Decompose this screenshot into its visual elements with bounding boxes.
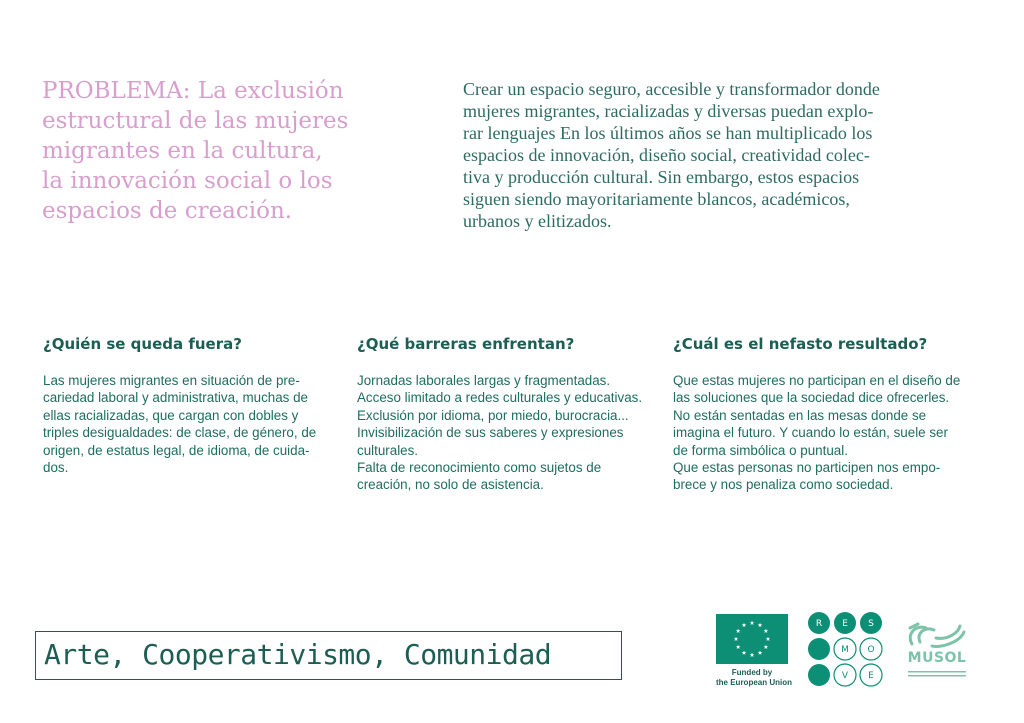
eu-star [742, 650, 747, 654]
column-line: creación, no solo de asistencia. [357, 477, 544, 493]
column-line: Las mujeres migrantes en situación de pre- [43, 373, 300, 388]
column-line: de forma simbólica o puntual. [673, 442, 848, 458]
eu-funding-logo [716, 614, 792, 688]
column-line: No están sentadas en las mesas donde se [673, 407, 927, 423]
headline-line: PROBLEMA: La exclusión [42, 78, 344, 104]
eu-star [736, 645, 741, 649]
column-line: Jornadas laborales largas y fragmentadas. [357, 373, 611, 388]
column-who-is-left-out [43, 334, 343, 476]
resmove-letter: S [868, 619, 874, 629]
headline-line: estructural de las mujeres [42, 108, 349, 134]
eu-star [750, 653, 755, 657]
column-heading: ¿Cuál es el nefasto resultado? [673, 335, 928, 353]
column-line: imagina el futuro. Y cuando lo están, suele ser [673, 425, 948, 441]
resmove-logo-icon [806, 611, 884, 687]
eu-star [734, 637, 739, 641]
resmove-letter: R [815, 619, 823, 629]
headline-line: espacios de creación. [42, 198, 293, 224]
eu-star [758, 623, 763, 627]
resmove-letter: E [842, 619, 848, 629]
intro-paragraph [463, 78, 983, 232]
eu-star [758, 650, 763, 654]
column-barriers [357, 334, 657, 494]
eu-caption-line: the European Union [716, 678, 792, 687]
column-line: Invisibilización de sus saberes y expresiones [357, 425, 624, 441]
column-line: Acceso limitado a redes culturales y educativas. [357, 390, 643, 406]
column-line: Que estas mujeres no participan en el diseño de [673, 373, 961, 388]
intro-line: Crear un espacio seguro, accesible y transformador donde [463, 79, 880, 99]
headline-line: la innovación social o los [42, 168, 333, 194]
eu-caption-line: Funded by [731, 668, 773, 677]
eu-star [750, 621, 755, 625]
tagline-text: Arte, Cooperativismo, Comunidad [44, 638, 552, 671]
eu-star [766, 637, 771, 641]
musol-logo-icon [902, 618, 972, 684]
eu-stars-icon [716, 614, 788, 664]
musol-hands-icon [902, 618, 972, 652]
column-line: triples desigualdades: de clase, de género, de [43, 425, 317, 441]
column-line: ellas racializadas, que cargan con dobles y [43, 407, 299, 423]
column-line: las soluciones que la sociedad dice ofrecerles. [673, 390, 950, 406]
eu-star [742, 623, 747, 627]
column-result [673, 334, 973, 494]
intro-line: tiva y producción cultural. Sin embargo, estos espacios [463, 167, 860, 187]
column-line: brece y nos penaliza como sociedad. [673, 477, 894, 493]
column-heading: ¿Qué barreras enfrentan? [357, 335, 575, 353]
column-body [673, 372, 973, 494]
problem-headline [42, 76, 442, 226]
intro-line: mujeres migrantes, racializadas y diversas puedan explo- [463, 101, 874, 121]
resmove-letter: V [841, 671, 849, 681]
eu-caption [716, 668, 792, 688]
intro-line: urbanos y elitizados. [463, 211, 612, 231]
resmove-letter: O [867, 645, 875, 655]
musol-name: MUSOL [907, 650, 967, 666]
column-heading: ¿Quién se queda fuera? [43, 335, 242, 353]
musol-tagline-icon [902, 669, 972, 679]
eu-star [736, 629, 741, 633]
column-line: Exclusión por idioma, por miedo, burocracia... [357, 407, 629, 423]
column-line: cariedad laboral y administrativa, muchas de [43, 390, 308, 406]
column-body [43, 372, 343, 476]
resmove-letter: E [868, 671, 874, 681]
intro-line: siguen siendo mayoritariamente blancos, académicos, [463, 189, 850, 209]
column-line: Falta de reconocimiento como sujetos de [357, 460, 602, 476]
eu-star [764, 629, 769, 633]
column-line: origen, de estatus legal, de idioma, de cuida- [43, 442, 310, 458]
column-line: culturales. [357, 442, 419, 458]
tagline-box [35, 631, 622, 680]
column-line: dos. [43, 460, 69, 476]
intro-line: espacios de innovación, diseño social, creatividad colec- [463, 145, 870, 165]
eu-star [764, 645, 769, 649]
headline-line: migrantes en la cultura, [42, 138, 323, 164]
column-body [357, 372, 657, 494]
resmove-letter: M [841, 645, 849, 655]
column-line: Que estas personas no participen nos empo- [673, 460, 941, 476]
eu-flag-icon [716, 614, 788, 664]
intro-line: rar lenguajes En los últimos años se han multiplicado los [463, 123, 873, 143]
